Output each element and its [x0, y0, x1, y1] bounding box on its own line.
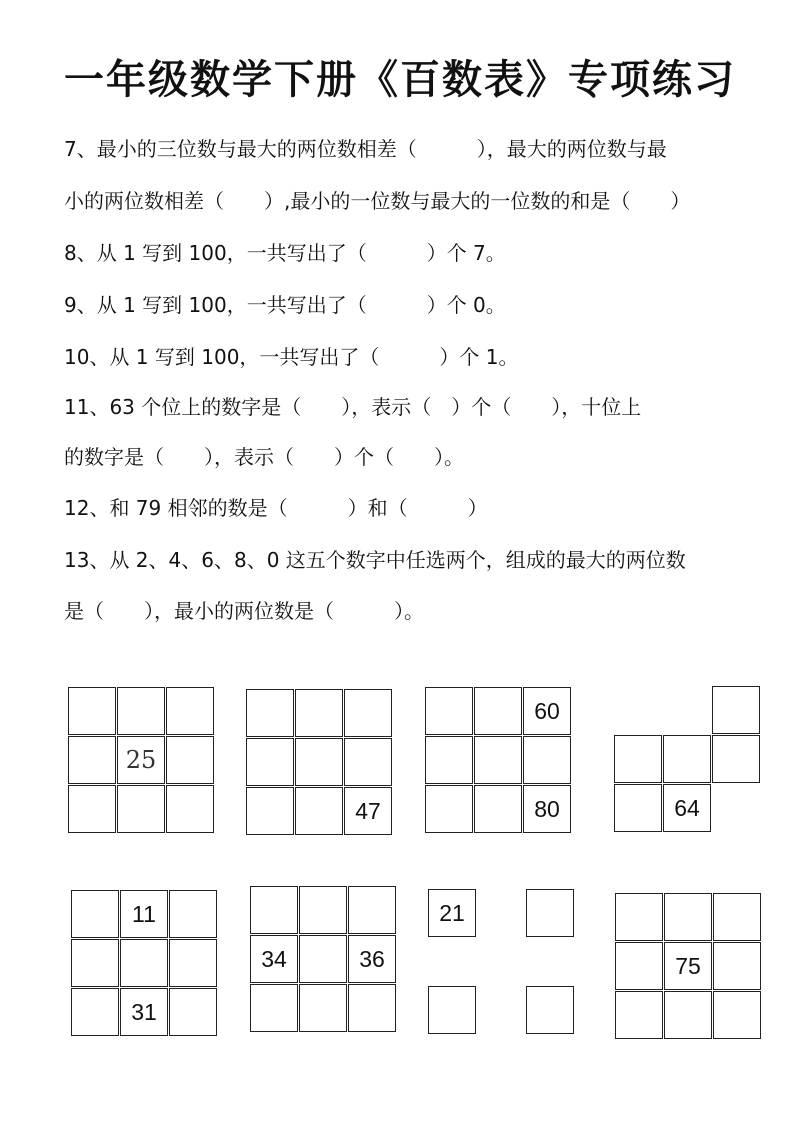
question-9: 9、从 1 写到 100，一共写出了（ ）个 0。 [64, 293, 506, 317]
grid-cell [299, 984, 347, 1032]
grid-cell [68, 687, 116, 735]
grid-number: 36 [359, 946, 385, 972]
grid-cell [425, 687, 473, 735]
grid-cell [348, 886, 396, 934]
grid-cell [68, 736, 116, 784]
grid-cell [614, 735, 662, 783]
question-12: 12、和 79 相邻的数是（ ）和（ ） [64, 496, 488, 520]
grid-cell [169, 939, 217, 987]
grid-cell [615, 893, 663, 941]
grid-number: 21 [439, 900, 465, 926]
grid-cell [526, 986, 574, 1034]
question-11-line1: 11、63 个位上的数字是（ ），表示（ ）个（ ），十位上 [64, 395, 642, 419]
grid-cell [169, 988, 217, 1036]
question-13-line1: 13、从 2、4、6、8、0 这五个数字中任选两个，组成的最大的两位数 [64, 548, 686, 572]
question-10: 10、从 1 写到 100，一共写出了（ ）个 1。 [64, 345, 519, 369]
grid-cell [71, 890, 119, 938]
question-8: 8、从 1 写到 100，一共写出了（ ）个 7。 [64, 241, 506, 265]
grid-number: 64 [674, 795, 700, 821]
grid-cell [68, 785, 116, 833]
grid-cell [117, 687, 165, 735]
grid-cell [250, 886, 298, 934]
grid-cell [664, 893, 712, 941]
question-11-line2: 的数字是（ ），表示（ ）个（ ）。 [64, 445, 464, 469]
grid-cell [663, 735, 711, 783]
grid-number: 60 [534, 698, 560, 724]
question-7-line2: 小的两位数相差（ ）,最小的一位数与最大的一位数的和是（ ） [64, 189, 691, 213]
grid-cell [169, 890, 217, 938]
grid-cell [712, 686, 760, 734]
question-13-line2: 是（ ），最小的两位数是（ ）。 [64, 599, 424, 623]
grid-number: 25 [125, 746, 157, 774]
grid-cell [664, 991, 712, 1039]
grid-cell [526, 889, 574, 937]
grid-cell [246, 738, 294, 786]
grid-cell [295, 689, 343, 737]
page-title: 一年级数学下册《百数表》专项练习 [64, 57, 736, 103]
grid-number: 75 [675, 953, 701, 979]
grid-cell [166, 736, 214, 784]
grid-cell [614, 784, 662, 832]
grid-cell [474, 736, 522, 784]
grid-cell [428, 986, 476, 1034]
grid-cell [246, 689, 294, 737]
grid-cell [474, 687, 522, 735]
grid-cell [295, 787, 343, 835]
grid-cell [344, 689, 392, 737]
grid-cell [299, 935, 347, 983]
grid-cell [166, 687, 214, 735]
grid-cell [425, 736, 473, 784]
grid-cell [712, 735, 760, 783]
grid-cell [166, 785, 214, 833]
grid-cell [713, 893, 761, 941]
grid-number: 47 [355, 798, 381, 824]
grid-cell [299, 886, 347, 934]
grid-number: 80 [534, 796, 560, 822]
grid-cell [615, 942, 663, 990]
grid-cell [713, 942, 761, 990]
grid-cell [71, 988, 119, 1036]
grid-number: 31 [131, 999, 157, 1025]
grid-cell [344, 738, 392, 786]
grid-cell [348, 984, 396, 1032]
grid-cell [71, 939, 119, 987]
grid-number: 34 [261, 946, 287, 972]
grid-cell [474, 785, 522, 833]
grid-cell [120, 939, 168, 987]
grid-cell [295, 738, 343, 786]
grid-cell [523, 736, 571, 784]
question-7-line1: 7、最小的三位数与最大的两位数相差（ ），最大的两位数与最 [64, 137, 667, 161]
grid-cell [713, 991, 761, 1039]
grid-cell [250, 984, 298, 1032]
grid-number: 11 [132, 901, 156, 927]
grid-cell [246, 787, 294, 835]
grid-cell [615, 991, 663, 1039]
grid-cell [117, 785, 165, 833]
grid-cell [425, 785, 473, 833]
